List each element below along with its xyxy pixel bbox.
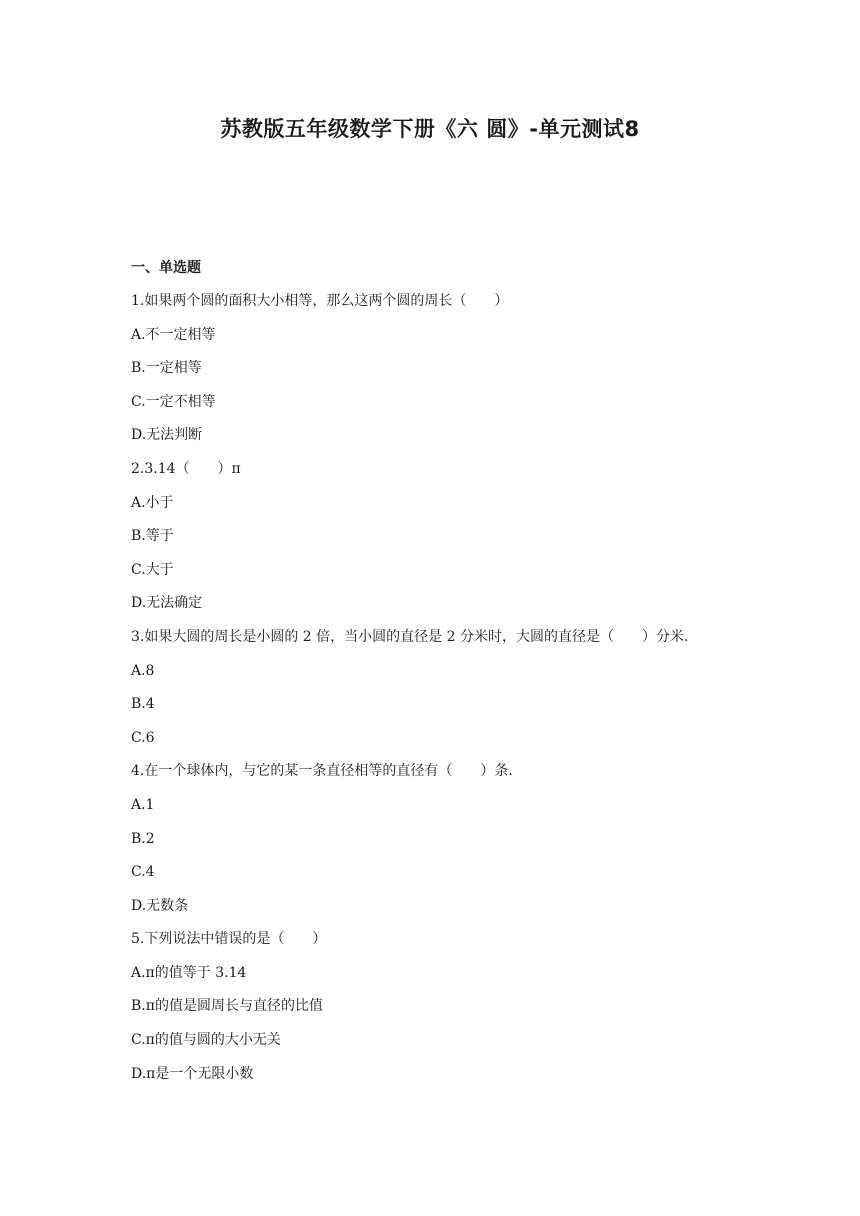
answer-option: B.π的值是圆周长与直径的比值: [131, 998, 323, 1015]
answer-option: D.无数条: [131, 897, 189, 914]
answer-option: A.不一定相等: [131, 326, 216, 343]
answer-option: A.8: [131, 662, 155, 679]
answer-option: C.一定不相等: [131, 393, 216, 410]
answer-option: A.小于: [131, 494, 174, 511]
answer-option: A.1: [131, 796, 155, 813]
answer-option: D.π是一个无限小数: [131, 1065, 254, 1082]
section-heading: 一、单选题: [131, 260, 201, 276]
answer-option: C.π的值与圆的大小无关: [131, 1032, 281, 1049]
answer-option: C.6: [131, 729, 155, 746]
question-text: 3.如果大圆的周长是小圆的 2 倍，当小圆的直径是 2 分米时，大圆的直径是（ ）分米.: [131, 628, 689, 645]
answer-option: C.大于: [131, 561, 174, 578]
answer-option: B.2: [131, 830, 155, 847]
answer-option: A.π的值等于 3.14: [131, 964, 247, 981]
question-text: 2.3.14（ ）π: [131, 460, 241, 477]
answer-option: C.4: [131, 864, 155, 881]
question-text: 5.下列说法中错误的是（ ）: [131, 931, 327, 948]
answer-option: B.一定相等: [131, 360, 202, 377]
question-list: [131, 291, 791, 1097]
document-title: 苏教版五年级数学下册《六 圆》-单元测试8: [220, 117, 640, 141]
question-text: 4.在一个球体内，与它的某一条直径相等的直径有（ ）条.: [131, 763, 513, 780]
answer-option: D.无法确定: [131, 595, 203, 612]
answer-option: B.4: [131, 696, 155, 713]
question-text: 1.如果两个圆的面积大小相等，那么这两个圆的周长（ ）: [131, 293, 509, 309]
answer-option: B.等于: [131, 528, 174, 545]
answer-option: D.无法判断: [131, 427, 203, 444]
